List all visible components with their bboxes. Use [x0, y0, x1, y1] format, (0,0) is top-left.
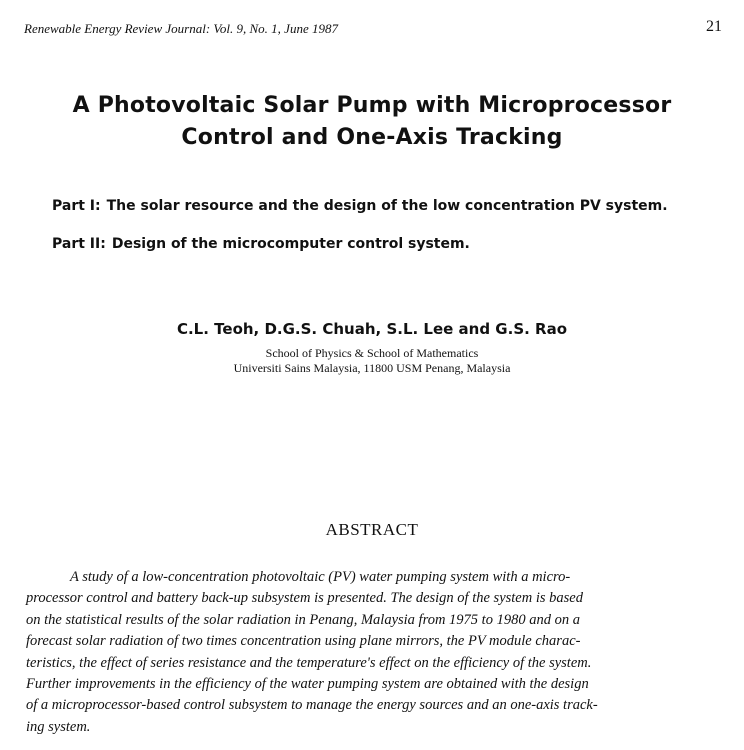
part-one-text: The solar resource and the design of the low concentration PV system.	[106, 198, 668, 214]
page-number: 21	[706, 18, 722, 35]
author-list: C.L. Teoh, D.G.S. Chuah, S.L. Lee and G.S. Rao	[176, 320, 568, 338]
abstract-line: of a microprocessor-based control subsystem to manage the energy sources and an one-axis track-	[26, 697, 598, 714]
paper-title-line-1: A Photovoltaic Solar Pump with Microprocessor	[72, 93, 672, 118]
abstract-line: Further improvements in the efficiency of the water pumping system are obtained with the design	[26, 676, 589, 693]
abstract-body	[26, 567, 726, 738]
abstract-line: on the statistical results of the solar radiation in Penang, Malaysia from 1975 to 1980 and on a	[26, 611, 580, 628]
journal-running-head: Renewable Energy Review Journal: Vol. 9, No. 1, June 1987	[24, 21, 338, 36]
abstract-line: forecast solar radiation of two times concentration using plane mirrors, the PV module charac-	[26, 633, 581, 650]
abstract-line: A study of a low-concentration photovoltaic (PV) water pumping system with a micro-	[70, 569, 571, 585]
paper-title-line-2: Control and One-Axis Tracking	[181, 125, 563, 150]
author-affiliation	[0, 346, 744, 376]
paper-title	[0, 90, 744, 154]
part-two-text: Design of the microcomputer control system.	[111, 236, 470, 252]
part-one	[52, 194, 668, 232]
affiliation-line-2: Universiti Sains Malaysia, 11800 USM Penang, Malaysia	[233, 361, 511, 375]
part-two-label: Part II:	[52, 236, 106, 252]
abstract-line: teristics, the effect of series resistance and the temperature's effect on the efficiency of the system.	[26, 654, 592, 671]
abstract-line: ing system.	[26, 718, 91, 735]
part-two	[52, 232, 668, 270]
part-one-label: Part I:	[52, 198, 101, 214]
abstract-heading: ABSTRACT	[325, 520, 419, 539]
abstract-line: processor control and battery back-up subsystem is presented. The design of the system is based	[26, 590, 583, 607]
affiliation-line-1: School of Physics & School of Mathematics	[265, 346, 479, 360]
paper-parts	[52, 194, 668, 270]
